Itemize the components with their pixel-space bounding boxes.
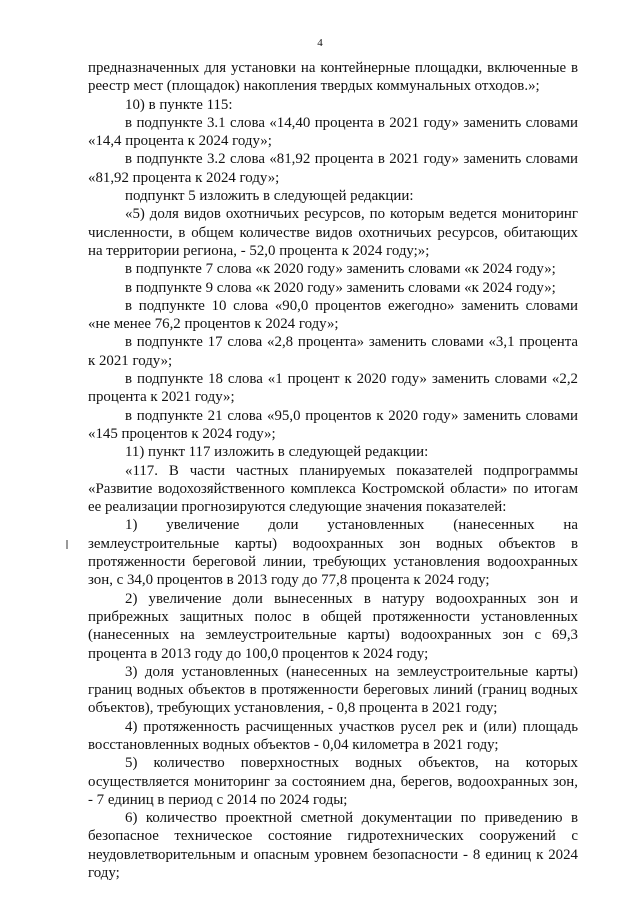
paragraph-subitem-9: в подпункте 9 слова «к 2020 году» заменить словами «к 2024 году»; — [125, 279, 556, 296]
paragraph-subitem-17: в подпункте 17 слова «2,8 процента» заменить словами «3,1 процента к 2021 году»; — [88, 334, 578, 369]
paragraph-subitem-5-intro: подпункт 5 изложить в следующей редакции: — [125, 188, 414, 205]
paragraph-subitem-10: в подпункте 10 слова «90,0 процентов ежегодно» заменить словами «не менее 76,2 процентов к 2024 году»; — [88, 297, 578, 333]
page-number: 4 — [317, 37, 323, 49]
paragraph-subitem-5-text: «5) доля видов охотничьих ресурсов, по которым ведется мониторинг численности, в общем количестве видов охотничьих ресурсов, обитающих на территории региона, - 52,0 процента к 2024 году;»; — [88, 206, 578, 259]
scan-artifact-mark — [66, 540, 68, 549]
paragraph-subitem-3-1: в подпункте 3.1 слова «14,40 процента в 2021 году» заменить словами «14,4 процента к 2024 году»; — [88, 114, 578, 150]
document-body — [88, 59, 578, 882]
paragraph-item-10: 10) в пункте 115: — [125, 96, 233, 113]
paragraph-continuation: предназначенных для установки на контейнерные площадки, включенные в реестр мест (площадок) накопления твердых коммунальных отходов.»; — [88, 60, 578, 95]
paragraph-indicator-5: 5) количество поверхностных водных объектов, на которых осуществляется мониторинг за состоянием дна, берегов, водоохранных зон, - 7 единиц в период с 2014 по 2024 годы; — [88, 755, 578, 808]
paragraph-indicator-2: 2) увеличение доли вынесенных в натуру водоохранных зон и прибрежных защитных полос в общей протяженности установленных (нанесенных на землеустроительные карты) водоохранных зон с 69,3 процента в 2013 году до 100,0 процентов к 2024 году; — [88, 590, 578, 662]
paragraph-subitem-7: в подпункте 7 слова «к 2020 году» заменить словами «к 2024 году»; — [125, 261, 556, 278]
paragraph-indicator-6: 6) количество проектной сметной документации по приведению в безопасное техническое состояние гидротехнических сооружений с неудовлетворительным и опасным уровнем безопасности - 8 единиц к 2024 году; — [88, 810, 578, 882]
paragraph-subitem-18: в подпункте 18 слова «1 процент к 2020 году» заменить словами «2,2 процента к 2021 году»; — [88, 371, 578, 406]
paragraph-item-11: 11) пункт 117 изложить в следующей редакции: — [125, 444, 429, 461]
paragraph-item-117: «117. В части частных планируемых показателей подпрограммы «Развитие водохозяйственного комплекса Костромской области» по итогам ее реализации прогнозируются следующие значения показателей: — [88, 462, 578, 516]
paragraph-subitem-21: в подпункте 21 слова «95,0 процентов к 2020 году» заменить словами «145 процентов к 2024 году»; — [88, 407, 578, 442]
paragraph-indicator-4: 4) протяженность расчищенных участков русел рек и (или) площадь восстановленных водных объектов - 0,04 километра в 2021 году; — [88, 718, 578, 753]
paragraph-indicator-3: 3) доля установленных (нанесенных на землеустроительные карты) границ водных объектов в протяженности береговых линий (границ водных объектов), требующих установления, - 0,8 процента в 2021 году; — [88, 663, 578, 717]
paragraph-indicator-1: 1) увеличение доли установленных (нанесенных на землеустроительные карты) водоохранных зон водных объектов в протяженности береговой линии, требующих установления водоохранных зон, с 34,0 процентов в 2013 году до 77,8 процента к 2024 году; — [88, 517, 578, 589]
paragraph-subitem-3-2: в подпункте 3.2 слова «81,92 процента в 2021 году» заменить словами «81,92 процента к 2024 году»; — [88, 151, 578, 186]
